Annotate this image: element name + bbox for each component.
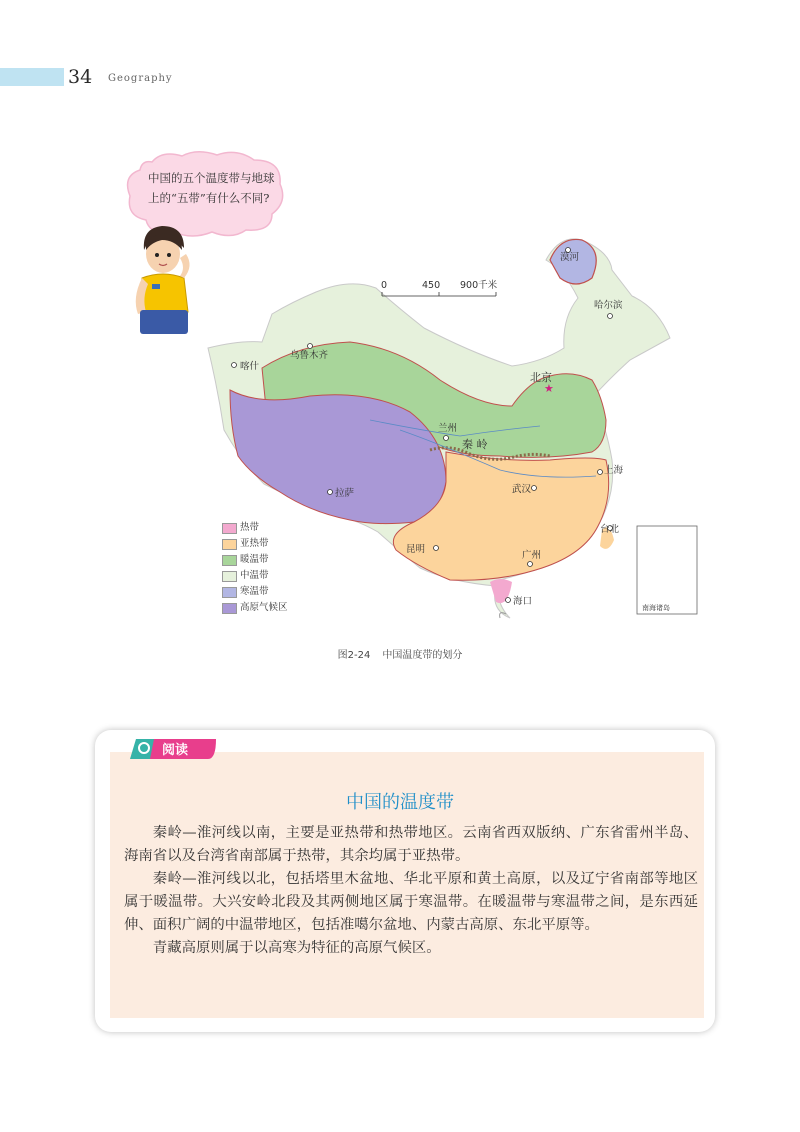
legend-label: 暖温带 xyxy=(240,554,269,565)
legend-label: 高原气候区 xyxy=(240,602,288,613)
legend-label: 寒温带 xyxy=(240,586,269,597)
city-haikou: 海口 xyxy=(513,596,533,607)
reading-paragraph: 青藏高原则属于以高寒为特征的高原气候区。 xyxy=(152,940,441,956)
figure-number: 图2-24 xyxy=(337,650,371,661)
city-lhasa: 拉萨 xyxy=(335,488,355,499)
reading-tab-label: 阅读 xyxy=(162,743,189,758)
scale-tick-1: 450 xyxy=(422,280,441,291)
student-illustration xyxy=(128,222,198,338)
scale-tick-2: 900千米 xyxy=(460,280,498,291)
page-number: 34 xyxy=(68,66,93,88)
city-wuhan: 武汉 xyxy=(512,484,532,495)
reading-tab xyxy=(128,737,218,761)
reading-body xyxy=(124,822,698,960)
inset-south-sea-label: 南海诸岛 xyxy=(642,604,670,612)
city-urumqi: 乌鲁木齐 xyxy=(290,350,329,361)
city-lanzhou: 兰州 xyxy=(438,423,458,434)
legend-item xyxy=(222,584,342,600)
capital-star-icon: ★ xyxy=(544,382,554,395)
figure-title: 中国温度带的划分 xyxy=(382,650,463,661)
legend-label: 中温带 xyxy=(240,570,269,581)
city-shanghai: 上海 xyxy=(604,465,624,476)
legend-swatch xyxy=(222,523,237,534)
city-mohe: 漠河 xyxy=(560,252,580,263)
legend-label: 热带 xyxy=(240,522,260,533)
legend-item xyxy=(222,552,342,568)
legend-item xyxy=(222,536,342,552)
legend-swatch xyxy=(222,603,237,614)
map-legend xyxy=(222,520,342,616)
legend-swatch xyxy=(222,555,237,566)
legend-swatch xyxy=(222,571,237,582)
legend-item xyxy=(222,600,342,616)
label-qinling: 秦 岭 xyxy=(462,438,488,451)
reading-title: 中国的温度带 xyxy=(346,792,454,813)
legend-item xyxy=(222,568,342,584)
city-harbin: 哈尔滨 xyxy=(594,300,623,311)
legend-swatch xyxy=(222,587,237,598)
figure-caption xyxy=(0,646,800,661)
header-subject: Geography xyxy=(108,73,173,84)
legend-swatch xyxy=(222,539,237,550)
city-kunming: 昆明 xyxy=(406,544,426,555)
city-kashgar: 喀什 xyxy=(240,361,260,372)
city-guangzhou: 广州 xyxy=(522,550,542,561)
scale-tick-0: 0 xyxy=(381,280,388,291)
reading-paragraph: 秦岭—淮河线以南，主要是亚热带和热带地区。云南省西双版纳、广东省雷州半岛、海南省以及台湾省南部属于热带，其余均属于亚热带。 xyxy=(124,825,698,864)
header-accent-bar xyxy=(0,68,64,86)
legend-label: 亚热带 xyxy=(240,538,269,549)
city-beijing: 北京 xyxy=(530,371,552,384)
reading-paragraph: 秦岭—淮河线以北，包括塔里木盆地、华北平原和黄土高原，以及辽宁省南部等地区属于暖温带。大兴安岭北段及其两侧地区属于寒温带。在暖温带与寒温带之间，是东西延伸、面积广阔的中温带地区，包括准噶尔盆地、内蒙古高原、东北平原等。 xyxy=(124,871,698,933)
legend-item xyxy=(222,520,342,536)
city-taipei: 台北 xyxy=(600,524,620,535)
speech-bubble-text: 中国的五个温度带与地球上的“五带”有什么不同? xyxy=(148,171,275,205)
